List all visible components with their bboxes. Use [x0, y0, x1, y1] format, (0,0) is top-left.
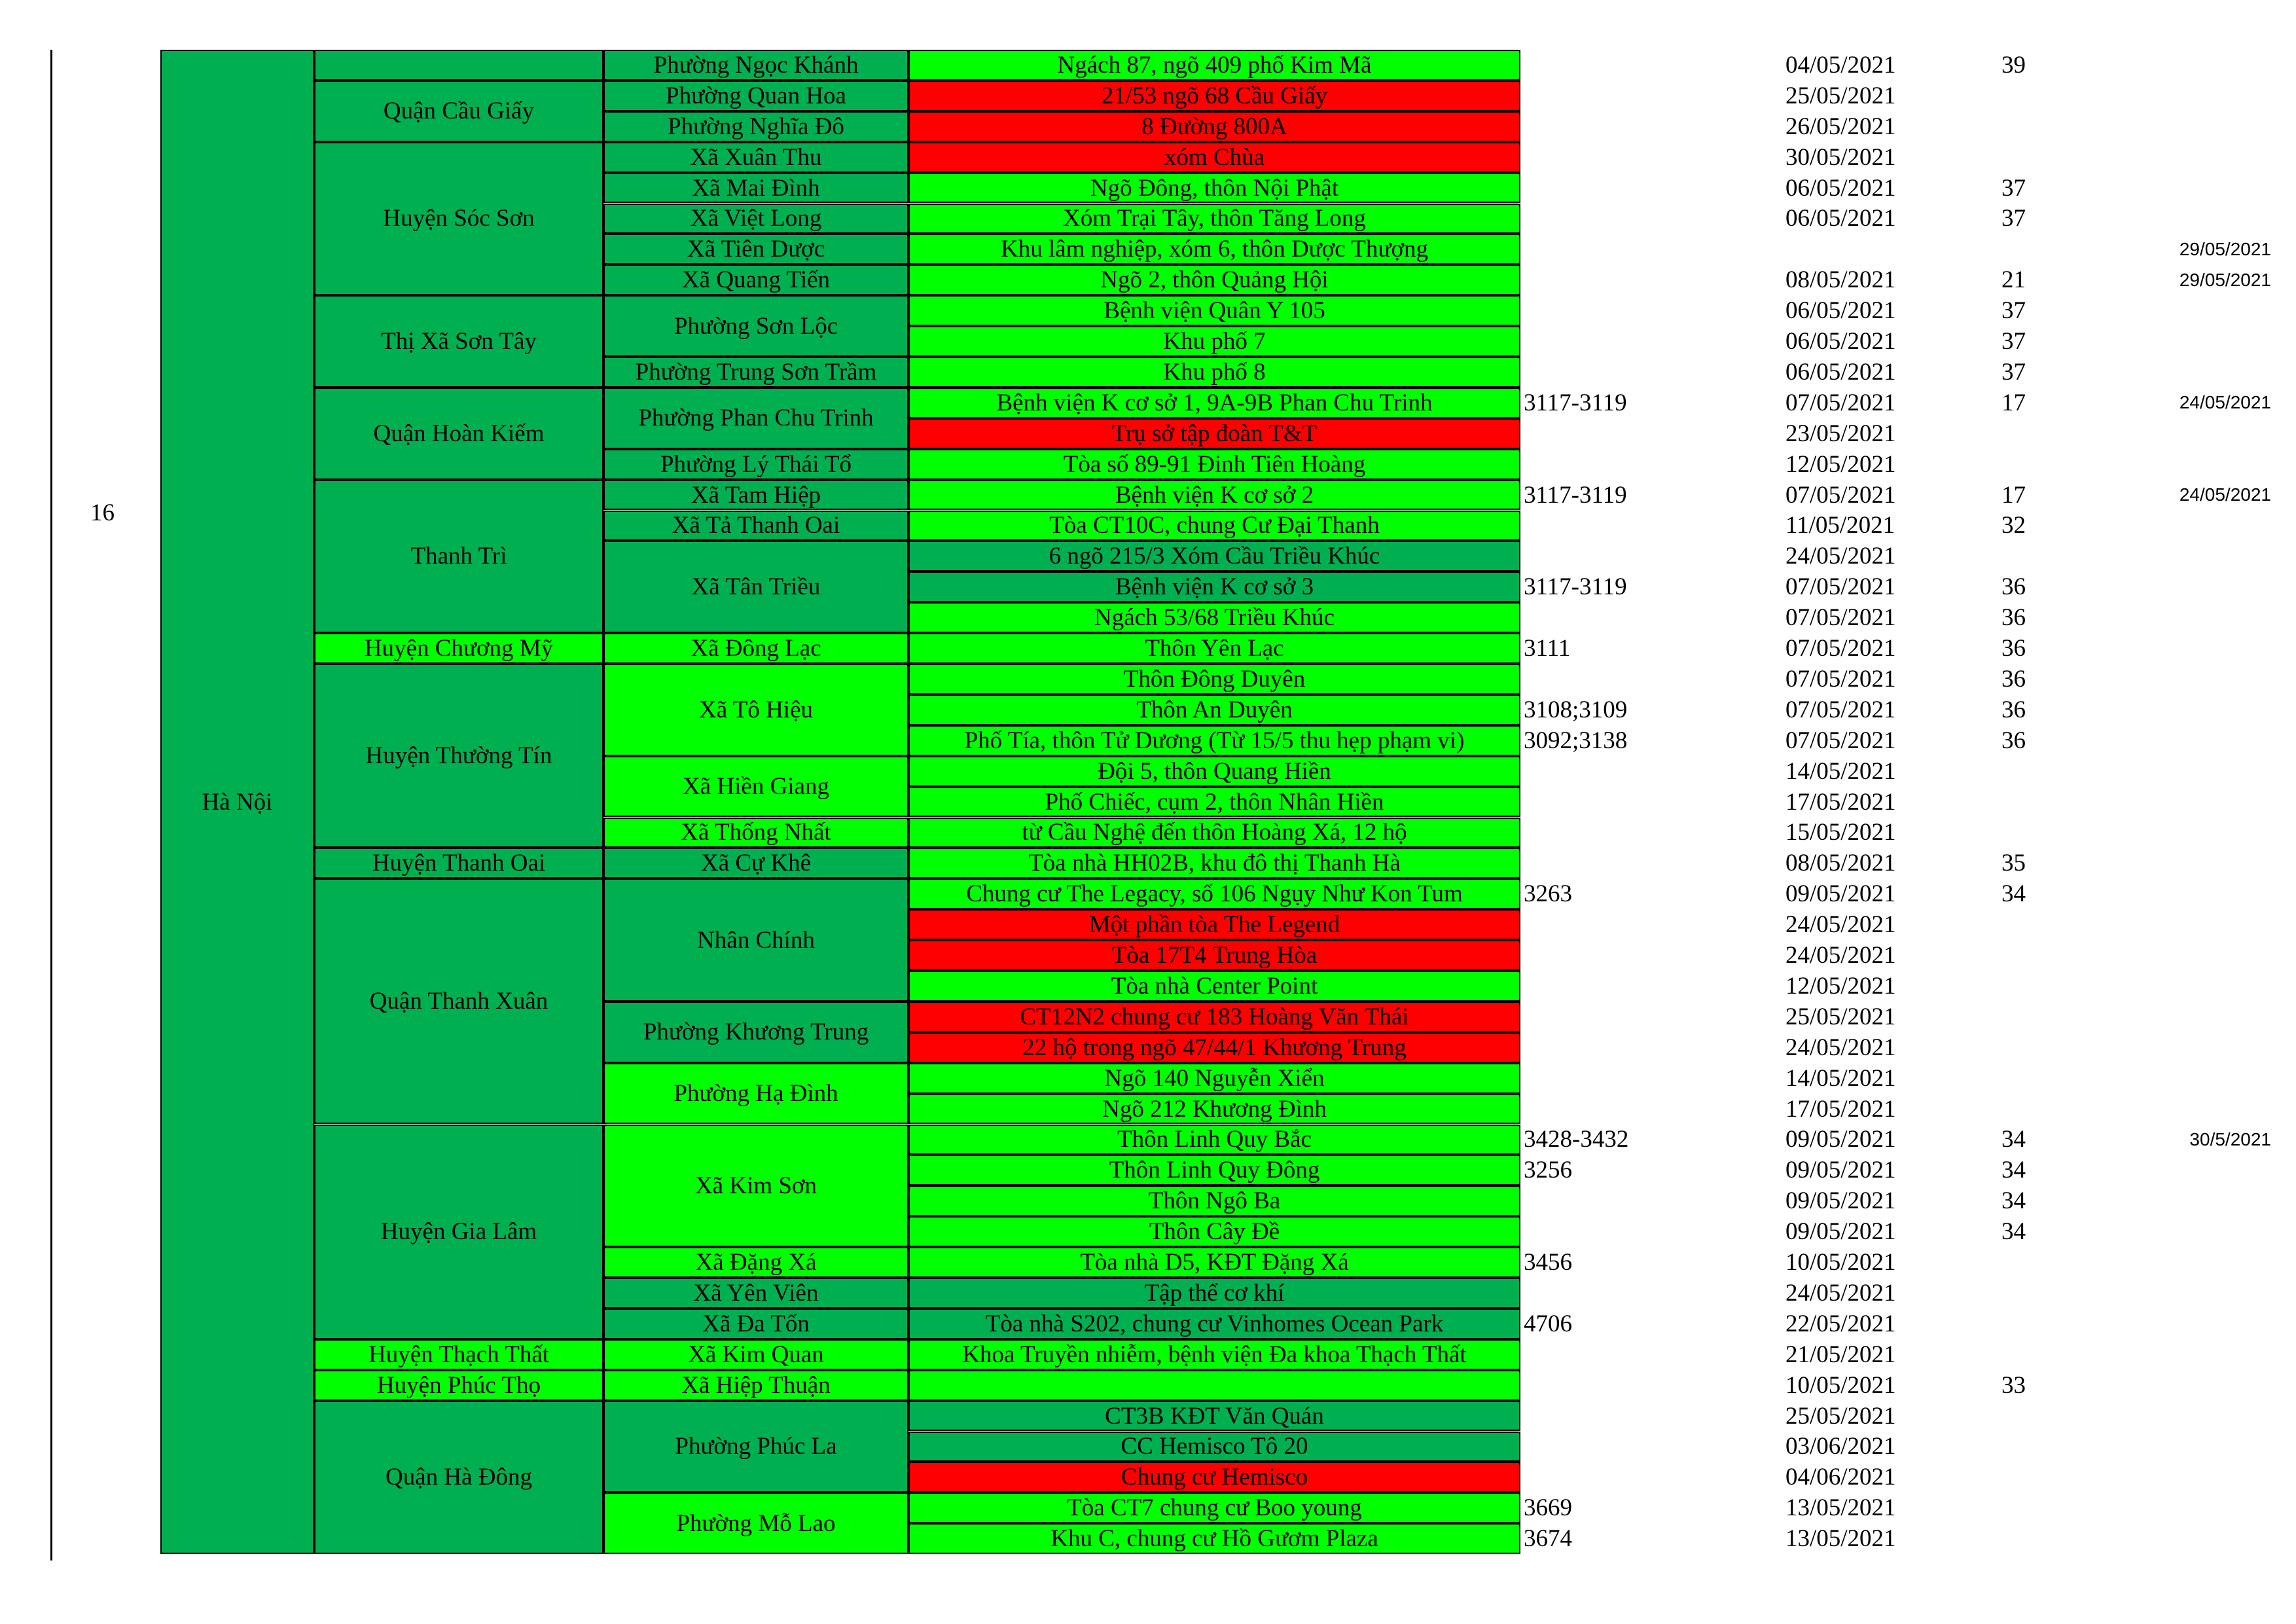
address-cell: Ngách 53/68 Triều Khúc: [908, 602, 1520, 633]
left-rule-line: [50, 50, 52, 1561]
start-date: 04/06/2021: [1785, 1464, 1896, 1491]
end-date: [2075, 633, 2271, 664]
lab-code: 3117-3119: [1524, 573, 1627, 601]
end-date: [2075, 1401, 2271, 1432]
case-count: [2001, 1247, 2080, 1278]
case-count: [2001, 971, 2080, 1001]
start-date: 12/05/2021: [1785, 972, 1896, 1000]
ward-cell: Xã Tả Thanh Oai: [603, 511, 908, 541]
start-date: 09/05/2021: [1785, 1126, 1896, 1153]
ward-cell: Phường Khương Trung: [603, 1001, 908, 1063]
address-cell: 22 hộ trong ngõ 47/44/1 Khương Trung: [908, 1032, 1520, 1063]
end-date: [2075, 1155, 2271, 1185]
start-date: 14/05/2021: [1785, 1064, 1896, 1092]
ward-cell: Xã Tân Triều: [603, 541, 908, 633]
case-count: [2001, 234, 2080, 264]
address-cell: 6 ngõ 215/3 Xóm Cầu Triều Khúc: [908, 541, 1520, 571]
ward-cell: Phường Mỗ Lao: [603, 1492, 908, 1554]
address-cell: Thôn Đông Duyên: [908, 664, 1520, 695]
stt-number: 16: [90, 499, 115, 526]
address-cell: Một phần tòa The Legend: [908, 909, 1520, 940]
case-count: [2001, 1063, 2080, 1094]
case-count: 33: [2001, 1371, 2026, 1399]
address-cell: Phố Tía, thôn Tử Dương (Từ 15/5 thu hẹp phạm vi): [908, 725, 1520, 756]
ward-cell: Xã Mai Đình: [603, 173, 908, 204]
address-cell: từ Cầu Nghệ đến thôn Hoàng Xá, 12 hộ: [908, 818, 1520, 848]
start-date: 24/05/2021: [1785, 1279, 1896, 1307]
start-date: 24/05/2021: [1785, 543, 1896, 570]
case-count: [2001, 940, 2080, 971]
case-count: [2001, 1278, 2080, 1308]
ward-cell: Phường Phan Chu Trinh: [603, 388, 908, 449]
ward-cell: Xã Cự Khê: [603, 848, 908, 878]
lab-code: [1524, 541, 1759, 571]
address-cell: Trụ sở tập đoàn T&T: [908, 418, 1520, 449]
ward-cell: Xã Tiên Dược: [603, 234, 908, 264]
lab-code: [1524, 357, 1759, 388]
case-count: 17: [2001, 389, 2026, 416]
ward-cell: Xã Kim Quan: [603, 1339, 908, 1370]
case-count: [2001, 1492, 2080, 1523]
lab-code: [1524, 756, 1759, 787]
ward-cell: Xã Đông Lạc: [603, 633, 908, 664]
province-cell: Hà Nội: [160, 50, 314, 1554]
ward-cell: Xã Yên Viên: [603, 1278, 908, 1308]
case-count: 36: [2001, 573, 2026, 601]
start-date: 09/05/2021: [1785, 1218, 1896, 1246]
start-date: 25/05/2021: [1785, 1402, 1896, 1430]
start-date: 13/05/2021: [1785, 1525, 1896, 1553]
start-date: 30/05/2021: [1785, 143, 1896, 171]
address-cell: Đội 5, thôn Quang Hiền: [908, 756, 1520, 787]
end-date: [2075, 1278, 2271, 1308]
case-count: 37: [2001, 358, 2026, 386]
district-cell: Thanh Trì: [314, 480, 603, 634]
end-date: 24/05/2021: [2179, 484, 2271, 505]
lab-code: [1524, 1462, 1759, 1492]
ward-cell: Xã Kim Sơn: [603, 1125, 908, 1248]
ward-cell: Phường Quan Hoa: [603, 81, 908, 111]
address-cell: Tòa nhà Center Point: [908, 971, 1520, 1001]
district-cell: Quận Hà Đông: [314, 1401, 603, 1555]
case-count: [2001, 1401, 2080, 1432]
end-date: [2075, 602, 2271, 633]
lab-code: 3256: [1524, 1157, 1572, 1184]
end-date: [2075, 511, 2271, 541]
district-cell: Quận Cầu Giấy: [314, 81, 603, 142]
lab-code: [1524, 142, 1759, 173]
start-date: 09/05/2021: [1785, 1157, 1896, 1184]
start-date: 25/05/2021: [1785, 1003, 1896, 1030]
case-count: 37: [2001, 297, 2026, 325]
start-date: 06/05/2021: [1785, 297, 1896, 325]
address-cell: Tòa 17T4 Trung Hòa: [908, 940, 1520, 971]
district-cell: Quận Hoàn Kiếm: [314, 388, 603, 480]
address-cell: Bệnh viện K cơ sở 1, 9A-9B Phan Chu Trinh: [908, 388, 1520, 418]
address-cell: Ngõ 212 Khương Đình: [908, 1094, 1520, 1125]
case-count: 34: [2001, 1218, 2026, 1246]
lab-code: [1524, 1278, 1759, 1308]
case-count: [2001, 418, 2080, 449]
end-date: [2075, 878, 2271, 909]
start-date: 13/05/2021: [1785, 1494, 1896, 1522]
start-date: 15/05/2021: [1785, 819, 1896, 846]
start-date: 07/05/2021: [1785, 696, 1896, 723]
address-cell: CT3B KĐT Văn Quán: [908, 1401, 1520, 1432]
address-cell: Bệnh viện K cơ sở 2: [908, 480, 1520, 511]
case-count: [2001, 1523, 2080, 1554]
lab-code: [1524, 1339, 1759, 1370]
start-date: 14/05/2021: [1785, 757, 1896, 785]
address-cell: Tập thể cơ khí: [908, 1278, 1520, 1308]
end-date: [2075, 971, 2271, 1001]
address-cell: Tòa CT7 chung cư Boo young: [908, 1492, 1520, 1523]
start-date: 08/05/2021: [1785, 266, 1896, 294]
address-cell: [908, 1370, 1520, 1401]
start-date: 17/05/2021: [1785, 788, 1896, 816]
ward-cell: Phường Hạ Đình: [603, 1063, 908, 1125]
lab-code: [1524, 1001, 1759, 1032]
address-cell: Thôn Yên Lạc: [908, 633, 1520, 664]
end-date: [2075, 725, 2271, 756]
ward-cell: Phường Phúc La: [603, 1401, 908, 1493]
address-cell: Chung cư The Legacy, số 106 Ngụy Như Kon Tum: [908, 878, 1520, 909]
district-cell: Thị Xã Sơn Tây: [314, 295, 603, 388]
lab-code: [1524, 50, 1759, 81]
start-date: 07/05/2021: [1785, 573, 1896, 601]
address-cell: Tòa CT10C, chung Cư Đại Thanh: [908, 511, 1520, 541]
end-date: [2075, 1063, 2271, 1094]
end-date: [2075, 848, 2271, 878]
end-date: [2075, 695, 2271, 725]
case-count: 36: [2001, 696, 2026, 723]
address-cell: Thôn Linh Quy Đông: [908, 1155, 1520, 1185]
end-date: [2075, 571, 2271, 602]
case-count: 37: [2001, 205, 2026, 232]
end-date: [2075, 756, 2271, 787]
start-date: 06/05/2021: [1785, 358, 1896, 386]
start-date: 24/05/2021: [1785, 942, 1896, 969]
start-date: 07/05/2021: [1785, 481, 1896, 509]
address-cell: Thôn Cây Đề: [908, 1216, 1520, 1247]
ward-cell: Xã Quang Tiến: [603, 264, 908, 295]
district-cell: Huyện Phúc Thọ: [314, 1370, 603, 1401]
start-date: 07/05/2021: [1785, 635, 1896, 662]
case-count: [2001, 1462, 2080, 1492]
address-cell: Tòa nhà D5, KĐT Đặng Xá: [908, 1247, 1520, 1278]
ward-cell: Xã Hiệp Thuận: [603, 1370, 908, 1401]
ward-cell: Phường Lý Thái Tổ: [603, 449, 908, 480]
lab-code: [1524, 234, 1759, 264]
end-date: [2075, 1185, 2271, 1216]
address-cell: Thôn Ngô Ba: [908, 1185, 1520, 1216]
address-cell: Chung cư Hemisco: [908, 1462, 1520, 1492]
start-date: 24/05/2021: [1785, 911, 1896, 939]
end-date: [2075, 357, 2271, 388]
address-cell: Khu phố 7: [908, 326, 1520, 357]
case-count: [2001, 756, 2080, 787]
start-date: 06/05/2021: [1785, 328, 1896, 355]
lab-code: [1524, 1032, 1759, 1063]
ward-cell: Phường Ngọc Khánh: [603, 50, 908, 81]
end-date: [2075, 909, 2271, 940]
start-date: 26/05/2021: [1785, 113, 1896, 140]
start-date: 06/05/2021: [1785, 174, 1896, 202]
case-count: [2001, 1308, 2080, 1339]
end-date: [2075, 1094, 2271, 1125]
lab-code: 3117-3119: [1524, 389, 1627, 416]
start-date: 17/05/2021: [1785, 1095, 1896, 1123]
end-date: [2075, 1523, 2271, 1554]
lab-code: [1524, 1216, 1759, 1247]
address-cell: xóm Chùa: [908, 142, 1520, 173]
lab-code: [1524, 1432, 1759, 1462]
ward-cell: Phường Nghĩa Đô: [603, 111, 908, 142]
end-date: [2075, 1462, 2271, 1492]
start-date: 07/05/2021: [1785, 389, 1896, 416]
case-count: 34: [2001, 1157, 2026, 1184]
address-cell: Tòa nhà HH02B, khu đô thị Thanh Hà: [908, 848, 1520, 878]
end-date: [2075, 295, 2271, 326]
start-date: 23/05/2021: [1785, 420, 1896, 447]
start-date: 22/05/2021: [1785, 1310, 1896, 1337]
address-cell: CT12N2 chung cư 183 Hoàng Văn Thái: [908, 1001, 1520, 1032]
end-date: [2075, 940, 2271, 971]
lab-code: [1524, 1063, 1759, 1094]
address-cell: Khoa Truyền nhiễm, bệnh viện Đa khoa Thạch Thất: [908, 1339, 1520, 1370]
start-date: 07/05/2021: [1785, 604, 1896, 632]
address-cell: Ngách 87, ngõ 409 phố Kim Mã: [908, 50, 1520, 81]
lab-code: [1524, 1094, 1759, 1125]
start-date: 12/05/2021: [1785, 450, 1896, 478]
end-date: [2075, 664, 2271, 695]
end-date: 29/05/2021: [2179, 238, 2271, 259]
case-count: [2001, 142, 2080, 173]
address-cell: Ngõ 140 Nguyễn Xiển: [908, 1063, 1520, 1094]
district-cell: Huyện Thạch Thất: [314, 1339, 603, 1370]
district-cell: Huyện Gia Lâm: [314, 1125, 603, 1339]
address-cell: Xóm Trại Tây, thôn Tăng Long: [908, 204, 1520, 234]
end-date: [2075, 1339, 2271, 1370]
ward-cell: Xã Tô Hiệu: [603, 664, 908, 756]
case-count: 36: [2001, 635, 2026, 662]
end-date: [2075, 1492, 2271, 1523]
lab-code: [1524, 295, 1759, 326]
address-cell: Tòa số 89-91 Đinh Tiên Hoàng: [908, 449, 1520, 480]
lab-code: [1524, 173, 1759, 204]
lab-code: 3263: [1524, 880, 1572, 908]
ward-cell: Xã Thống Nhất: [603, 818, 908, 848]
end-date: [2075, 818, 2271, 848]
case-count: [2001, 1339, 2080, 1370]
address-cell: Thôn An Duyên: [908, 695, 1520, 725]
case-count: [2001, 1001, 2080, 1032]
lab-code: 3669: [1524, 1494, 1572, 1522]
district-cell: Quận Thanh Xuân: [314, 878, 603, 1124]
start-date: 04/05/2021: [1785, 51, 1896, 79]
end-date: [2075, 1247, 2271, 1278]
lab-code: 3117-3119: [1524, 481, 1627, 509]
end-date: [2075, 326, 2271, 357]
end-date: [2075, 81, 2271, 111]
case-count: 34: [2001, 1187, 2026, 1215]
end-date: [2075, 204, 2271, 234]
start-date: 25/05/2021: [1785, 82, 1896, 109]
address-cell: 8 Đường 800A: [908, 111, 1520, 142]
address-cell: Khu phố 8: [908, 357, 1520, 388]
case-count: 39: [2001, 51, 2026, 79]
ward-cell: Xã Đặng Xá: [603, 1247, 908, 1278]
case-count: 34: [2001, 1126, 2026, 1153]
address-cell: Thôn Linh Quy Bắc: [908, 1125, 1520, 1155]
end-date: [2075, 1216, 2271, 1247]
case-count: [2001, 81, 2080, 111]
address-cell: Ngõ 2, thôn Quảng Hội: [908, 264, 1520, 295]
case-count: [2001, 1094, 2080, 1125]
case-count: [2001, 111, 2080, 142]
ward-cell: Phường Trung Sơn Trầm: [603, 357, 908, 388]
lab-code: [1524, 1401, 1759, 1432]
lab-code: 3456: [1524, 1249, 1572, 1276]
case-count: 37: [2001, 174, 2026, 202]
lab-code: [1524, 204, 1759, 234]
district-cell: Huyện Chương Mỹ: [314, 633, 603, 664]
lab-code: 3111: [1524, 635, 1571, 662]
lab-code: [1524, 940, 1759, 971]
district-cell: [314, 50, 603, 81]
address-cell: Bệnh viện K cơ sở 3: [908, 571, 1520, 602]
lab-code: [1524, 1370, 1759, 1401]
ward-cell: Xã Việt Long: [603, 204, 908, 234]
lab-code: [1524, 326, 1759, 357]
case-count: 36: [2001, 727, 2026, 754]
start-date: 06/05/2021: [1785, 205, 1896, 232]
ward-cell: Xã Đa Tốn: [603, 1308, 908, 1339]
case-count: 35: [2001, 850, 2026, 877]
case-count: 36: [2001, 665, 2026, 693]
case-count: 32: [2001, 512, 2026, 539]
end-date: [2075, 1032, 2271, 1063]
case-count: [2001, 787, 2080, 818]
ward-cell: Xã Xuân Thu: [603, 142, 908, 173]
address-cell: Khu C, chung cư Hồ Gươm Plaza: [908, 1523, 1520, 1554]
lab-code: [1524, 848, 1759, 878]
address-cell: Tòa nhà S202, chung cư Vinhomes Ocean Park: [908, 1308, 1520, 1339]
end-date: [2075, 418, 2271, 449]
lab-code: [1524, 1185, 1759, 1216]
start-date: 24/05/2021: [1785, 1034, 1896, 1061]
end-date: [2075, 541, 2271, 571]
ward-cell: Nhân Chính: [603, 878, 908, 1001]
lab-code: [1524, 111, 1759, 142]
end-date: [2075, 50, 2271, 81]
lab-code: 3674: [1524, 1525, 1572, 1553]
address-cell: CC Hemisco Tô 20: [908, 1432, 1520, 1462]
ward-cell: Xã Tam Hiệp: [603, 480, 908, 511]
district-cell: Huyện Thanh Oai: [314, 848, 603, 878]
case-count: [2001, 541, 2080, 571]
case-count: [2001, 449, 2080, 480]
address-cell: 21/53 ngõ 68 Cầu Giấy: [908, 81, 1520, 111]
case-count: 34: [2001, 880, 2026, 908]
case-count: [2001, 909, 2080, 940]
lab-code: [1524, 81, 1759, 111]
lab-code: [1524, 264, 1759, 295]
lab-code: [1524, 418, 1759, 449]
address-cell: Phố Chiếc, cụm 2, thôn Nhân Hiền: [908, 787, 1520, 818]
lab-code: 3092;3138: [1524, 727, 1628, 754]
district-cell: Huyện Thường Tín: [314, 664, 603, 848]
start-date: 07/05/2021: [1785, 665, 1896, 693]
start-date: 07/05/2021: [1785, 727, 1896, 754]
lab-code: [1524, 909, 1759, 940]
start-date: 03/06/2021: [1785, 1433, 1896, 1460]
end-date: [2075, 142, 2271, 173]
case-count: 37: [2001, 328, 2026, 355]
end-date: [2075, 1432, 2271, 1462]
start-date: 21/05/2021: [1785, 1341, 1896, 1368]
end-date: [2075, 173, 2271, 204]
end-date: [2075, 1370, 2271, 1401]
address-cell: Khu lâm nghiệp, xóm 6, thôn Dược Thượng: [908, 234, 1520, 264]
end-date: [2075, 111, 2271, 142]
lab-code: [1524, 971, 1759, 1001]
lab-code: [1524, 664, 1759, 695]
lab-code: [1524, 449, 1759, 480]
end-date: 29/05/2021: [2179, 269, 2271, 290]
start-date: [1785, 234, 1956, 264]
end-date: [2075, 1001, 2271, 1032]
start-date: 09/05/2021: [1785, 880, 1896, 908]
case-count: 21: [2001, 266, 2026, 294]
start-date: 08/05/2021: [1785, 850, 1896, 877]
case-count: [2001, 1032, 2080, 1063]
start-date: 11/05/2021: [1785, 512, 1895, 539]
lab-code: 3108;3109: [1524, 696, 1628, 723]
ward-cell: Phường Sơn Lộc: [603, 295, 908, 357]
district-cell: Huyện Sóc Sơn: [314, 142, 603, 296]
case-count: [2001, 818, 2080, 848]
lab-code: 4706: [1524, 1310, 1572, 1337]
end-date: [2075, 449, 2271, 480]
address-cell: Ngõ Đông, thôn Nội Phật: [908, 173, 1520, 204]
lab-code: [1524, 787, 1759, 818]
address-cell: Bệnh viện Quân Y 105: [908, 295, 1520, 326]
case-count: [2001, 1432, 2080, 1462]
lab-code: [1524, 511, 1759, 541]
end-date: 30/5/2021: [2189, 1128, 2271, 1149]
end-date: 24/05/2021: [2179, 392, 2271, 413]
lab-code: [1524, 602, 1759, 633]
start-date: 10/05/2021: [1785, 1371, 1896, 1399]
start-date: 09/05/2021: [1785, 1187, 1896, 1215]
lab-code: [1524, 818, 1759, 848]
lab-code: 3428-3432: [1524, 1126, 1629, 1153]
case-count: 17: [2001, 481, 2026, 509]
ward-cell: Xã Hiền Giang: [603, 756, 908, 818]
case-count: 36: [2001, 604, 2026, 632]
end-date: [2075, 787, 2271, 818]
end-date: [2075, 1308, 2271, 1339]
start-date: 10/05/2021: [1785, 1249, 1896, 1276]
